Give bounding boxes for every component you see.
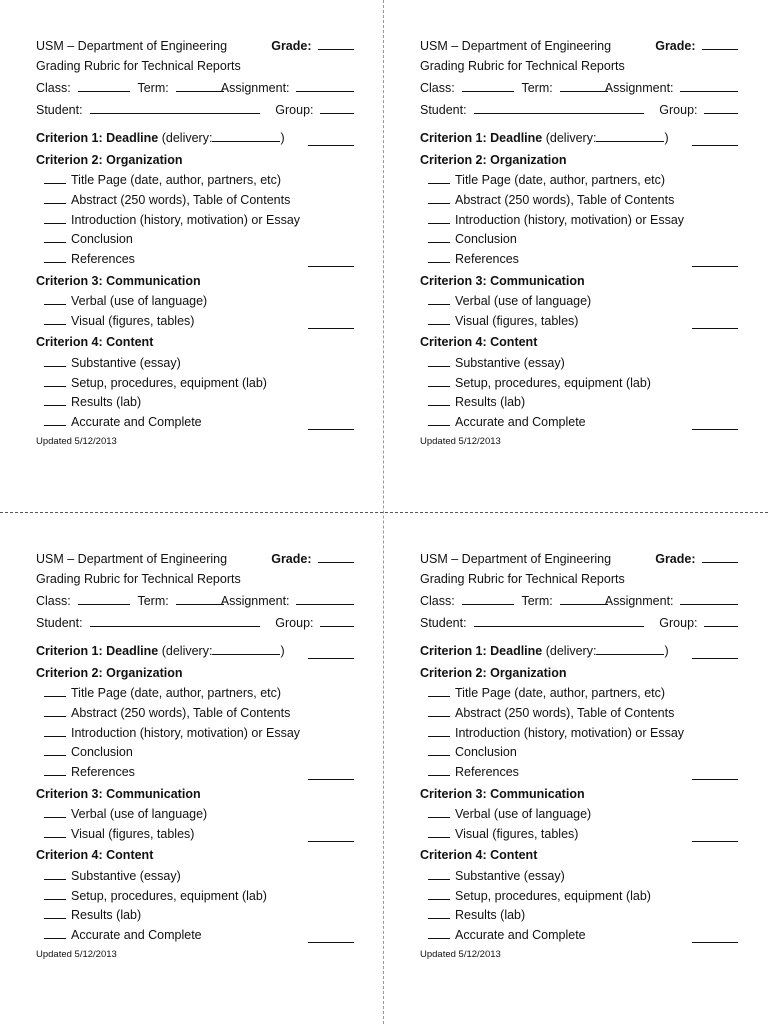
checklist-item	[420, 374, 738, 392]
checklist-item-label: Title Page (date, author, partners, etc)	[455, 686, 666, 700]
student-label: Student:	[36, 616, 83, 630]
checklist-item-label: Conclusion	[455, 232, 517, 246]
criterion-1-heading: Criterion 1: Deadline	[36, 131, 159, 145]
checklist-item	[420, 171, 738, 189]
checklist-item-label: Visual (figures, tables)	[71, 314, 195, 328]
check-blank[interactable]	[428, 393, 450, 406]
checklist-item	[36, 413, 354, 431]
checklist-item	[420, 211, 738, 229]
checklist-item	[36, 704, 354, 722]
checklist-item-label: Accurate and Complete	[455, 928, 586, 942]
student-row	[36, 614, 354, 632]
check-blank[interactable]	[44, 374, 66, 387]
checklist-item	[36, 250, 354, 268]
assignment-blank[interactable]	[296, 592, 354, 605]
checklist-item	[36, 684, 354, 702]
check-blank[interactable]	[428, 724, 450, 737]
student-label: Student:	[420, 616, 467, 630]
checklist-item	[36, 393, 354, 411]
student-blank[interactable]	[474, 101, 644, 114]
checklist-item-label: Introduction (history, motivation) or Essay	[71, 726, 301, 740]
title-row	[36, 570, 354, 588]
criterion-4-score-blank[interactable]	[692, 417, 738, 430]
rubric-title: Grading Rubric for Technical Reports	[36, 59, 241, 73]
criterion-2-score-blank[interactable]	[692, 254, 738, 267]
criterion-2-score-blank[interactable]	[692, 767, 738, 780]
class-label: Class:	[420, 594, 455, 608]
checklist-item	[36, 906, 354, 924]
grade-blank[interactable]	[318, 37, 354, 50]
term-label: Term:	[137, 81, 169, 95]
checklist-item-label: Abstract (250 words), Table of Contents	[71, 706, 291, 720]
criterion-3-score-blank[interactable]	[308, 829, 354, 842]
check-blank[interactable]	[44, 906, 66, 919]
checklist-item-label: Results (lab)	[71, 395, 142, 409]
class-blank[interactable]	[78, 79, 130, 92]
criterion-1-row	[36, 129, 354, 147]
checklist-item-label: References	[455, 252, 519, 266]
checklist-item	[36, 926, 354, 944]
student-blank[interactable]	[90, 614, 260, 627]
checklist-item	[420, 292, 738, 310]
class-label: Class:	[36, 81, 71, 95]
check-blank[interactable]	[44, 354, 66, 367]
check-blank[interactable]	[428, 312, 450, 325]
checklist-item-label: Results (lab)	[71, 908, 142, 922]
group-label: Group:	[659, 616, 698, 630]
delivery-close: )	[664, 131, 669, 145]
grade-field	[271, 37, 354, 55]
student-blank[interactable]	[474, 614, 644, 627]
grade-blank[interactable]	[702, 37, 738, 50]
check-blank[interactable]	[428, 354, 450, 367]
criterion-3-score-blank[interactable]	[308, 316, 354, 329]
criterion-3-heading: Criterion 3: Communication	[36, 274, 201, 288]
checklist-item	[36, 230, 354, 248]
checklist-item	[420, 230, 738, 248]
checklist-item-label: Setup, procedures, equipment (lab)	[455, 376, 651, 390]
checklist-item-label: Verbal (use of language)	[455, 807, 592, 821]
checklist-item-label: Accurate and Complete	[71, 415, 202, 429]
criterion-1-row	[36, 642, 354, 660]
student-row	[420, 101, 738, 119]
checklist-item	[36, 724, 354, 742]
criterion-2-score-blank[interactable]	[308, 767, 354, 780]
group-blank[interactable]	[704, 614, 738, 627]
student-label: Student:	[420, 103, 467, 117]
checklist-item	[36, 191, 354, 209]
delivery-blank[interactable]	[212, 642, 280, 655]
horizontal-cut-line	[0, 512, 768, 513]
criterion-1-heading: Criterion 1: Deadline	[420, 644, 543, 658]
updated-date: Updated 5/12/2013	[420, 949, 501, 960]
check-blank[interactable]	[44, 393, 66, 406]
class-term-row	[36, 592, 354, 610]
checklist-item	[36, 312, 354, 330]
class-blank[interactable]	[462, 79, 514, 92]
checklist-item-label: Introduction (history, motivation) or Essay	[71, 213, 301, 227]
updated-date: Updated 5/12/2013	[36, 436, 117, 447]
checklist-item-label: Verbal (use of language)	[71, 294, 208, 308]
check-blank[interactable]	[428, 887, 450, 900]
checklist-item-label: Verbal (use of language)	[71, 807, 208, 821]
grade-blank[interactable]	[702, 550, 738, 563]
checklist-item-label: Introduction (history, motivation) or Essay	[455, 213, 685, 227]
grade-label: Grade:	[271, 552, 312, 566]
delivery-blank[interactable]	[596, 642, 664, 655]
criterion-1-score-blank[interactable]	[692, 646, 738, 659]
checklist-item-label: References	[455, 765, 519, 779]
check-blank[interactable]	[428, 292, 450, 305]
check-blank[interactable]	[428, 684, 450, 697]
student-row	[36, 101, 354, 119]
checklist-item	[420, 393, 738, 411]
group-blank[interactable]	[320, 614, 354, 627]
updated-date: Updated 5/12/2013	[36, 949, 117, 960]
check-blank[interactable]	[428, 250, 450, 263]
checklist-item	[36, 763, 354, 781]
group-label: Group:	[275, 103, 314, 117]
check-blank[interactable]	[44, 191, 66, 204]
rubric-title: Grading Rubric for Technical Reports	[420, 59, 625, 73]
checklist-item-label: Verbal (use of language)	[455, 294, 592, 308]
delivery-open: (delivery:	[161, 644, 213, 658]
criterion-2-heading: Criterion 2: Organization	[36, 666, 183, 680]
delivery-open: (delivery:	[161, 131, 213, 145]
checklist-item	[36, 171, 354, 189]
checklist-item	[420, 763, 738, 781]
check-blank[interactable]	[44, 684, 66, 697]
criterion-3-heading: Criterion 3: Communication	[420, 787, 585, 801]
checklist-item-label: Setup, procedures, equipment (lab)	[455, 889, 651, 903]
rubric-card	[36, 37, 354, 477]
checklist-item-label: Title Page (date, author, partners, etc)	[71, 686, 282, 700]
check-blank[interactable]	[44, 825, 66, 838]
grade-label: Grade:	[655, 552, 696, 566]
criterion-1-score-blank[interactable]	[308, 133, 354, 146]
delivery-close: )	[280, 644, 285, 658]
check-blank[interactable]	[44, 413, 66, 426]
rubric-card	[36, 550, 354, 990]
checklist-item-label: Visual (figures, tables)	[455, 314, 579, 328]
header-row	[36, 37, 354, 55]
criterion-2-heading: Criterion 2: Organization	[420, 666, 567, 680]
institution-name: USM – Department of Engineering	[36, 39, 228, 53]
check-blank[interactable]	[428, 230, 450, 243]
criterion-1-heading: Criterion 1: Deadline	[36, 644, 159, 658]
checklist-item-label: Setup, procedures, equipment (lab)	[71, 376, 267, 390]
check-blank[interactable]	[428, 906, 450, 919]
checklist-item-label: Abstract (250 words), Table of Contents	[71, 193, 291, 207]
rubric-card	[420, 550, 738, 990]
criterion-1-score-blank[interactable]	[308, 646, 354, 659]
check-blank[interactable]	[428, 805, 450, 818]
check-blank[interactable]	[44, 704, 66, 717]
checklist-item	[420, 906, 738, 924]
title-row	[420, 57, 738, 75]
check-blank[interactable]	[44, 312, 66, 325]
criterion-1-score-blank[interactable]	[692, 133, 738, 146]
group-blank[interactable]	[704, 101, 738, 114]
checklist-item	[420, 684, 738, 702]
assignment-blank[interactable]	[296, 79, 354, 92]
checklist-item	[36, 374, 354, 392]
header-row	[420, 550, 738, 568]
criterion-1-row	[420, 642, 738, 660]
class-term-row	[36, 79, 354, 97]
grade-field	[655, 37, 738, 55]
criterion-2-heading: Criterion 2: Organization	[36, 153, 183, 167]
assignment-field	[605, 592, 738, 610]
checklist-item	[36, 887, 354, 905]
term-blank[interactable]	[560, 79, 608, 92]
check-blank[interactable]	[44, 887, 66, 900]
checklist-item	[36, 867, 354, 885]
check-blank[interactable]	[44, 250, 66, 263]
criterion-3-score-blank[interactable]	[692, 829, 738, 842]
check-blank[interactable]	[428, 867, 450, 880]
class-blank[interactable]	[78, 592, 130, 605]
institution-name: USM – Department of Engineering	[420, 552, 612, 566]
checklist-item-label: References	[71, 252, 135, 266]
title-row	[420, 570, 738, 588]
term-label: Term:	[521, 594, 553, 608]
group-blank[interactable]	[320, 101, 354, 114]
criterion-1-row	[420, 129, 738, 147]
assignment-field	[221, 79, 354, 97]
class-term-row	[420, 79, 738, 97]
class-term-row	[420, 592, 738, 610]
check-blank[interactable]	[44, 926, 66, 939]
checklist-item-label: Visual (figures, tables)	[455, 827, 579, 841]
criterion-3-heading: Criterion 3: Communication	[36, 787, 201, 801]
rubric-title: Grading Rubric for Technical Reports	[420, 572, 625, 586]
grade-blank[interactable]	[318, 550, 354, 563]
group-field	[275, 614, 354, 632]
checklist-item-label: Results (lab)	[455, 395, 526, 409]
assignment-field	[221, 592, 354, 610]
delivery-close: )	[664, 644, 669, 658]
checklist-item-label: Substantive (essay)	[455, 356, 565, 370]
header-row	[420, 37, 738, 55]
check-blank[interactable]	[44, 763, 66, 776]
group-field	[659, 614, 738, 632]
assignment-label: Assignment:	[604, 81, 674, 95]
term-blank[interactable]	[176, 592, 224, 605]
criterion-4-score-blank[interactable]	[692, 930, 738, 943]
class-label: Class:	[36, 594, 71, 608]
check-blank[interactable]	[428, 926, 450, 939]
check-blank[interactable]	[44, 171, 66, 184]
checklist-item	[420, 354, 738, 372]
term-label: Term:	[137, 594, 169, 608]
checklist-item-label: Substantive (essay)	[71, 869, 181, 883]
checklist-item-label: Results (lab)	[455, 908, 526, 922]
checklist-item-label: Conclusion	[455, 745, 517, 759]
check-blank[interactable]	[428, 743, 450, 756]
updated-date: Updated 5/12/2013	[420, 436, 501, 447]
check-blank[interactable]	[44, 724, 66, 737]
checklist-item-label: References	[71, 765, 135, 779]
checklist-item	[420, 805, 738, 823]
class-blank[interactable]	[462, 592, 514, 605]
criterion-2-score-blank[interactable]	[308, 254, 354, 267]
check-blank[interactable]	[428, 191, 450, 204]
criterion-4-heading: Criterion 4: Content	[36, 848, 154, 862]
check-blank[interactable]	[44, 743, 66, 756]
check-blank[interactable]	[428, 374, 450, 387]
check-blank[interactable]	[44, 292, 66, 305]
check-blank[interactable]	[428, 704, 450, 717]
checklist-item-label: Visual (figures, tables)	[71, 827, 195, 841]
delivery-blank[interactable]	[212, 129, 280, 142]
checklist-item	[420, 825, 738, 843]
checklist-item	[36, 354, 354, 372]
criterion-4-score-blank[interactable]	[308, 417, 354, 430]
check-blank[interactable]	[428, 211, 450, 224]
check-blank[interactable]	[428, 825, 450, 838]
term-blank[interactable]	[560, 592, 608, 605]
checklist-item	[420, 413, 738, 431]
checklist-item	[420, 926, 738, 944]
checklist-item	[36, 292, 354, 310]
checklist-item-label: Abstract (250 words), Table of Contents	[455, 706, 675, 720]
checklist-item	[36, 805, 354, 823]
institution-name: USM – Department of Engineering	[420, 39, 612, 53]
check-blank[interactable]	[428, 171, 450, 184]
criterion-4-score-blank[interactable]	[308, 930, 354, 943]
checklist-item-label: Title Page (date, author, partners, etc)	[455, 173, 666, 187]
criterion-1-heading: Criterion 1: Deadline	[420, 131, 543, 145]
rubric-card	[420, 37, 738, 477]
student-blank[interactable]	[90, 101, 260, 114]
assignment-label: Assignment:	[604, 594, 674, 608]
group-label: Group:	[275, 616, 314, 630]
group-field	[275, 101, 354, 119]
checklist-item-label: Title Page (date, author, partners, etc)	[71, 173, 282, 187]
checklist-item	[420, 724, 738, 742]
assignment-label: Assignment:	[220, 594, 290, 608]
checklist-item-label: Introduction (history, motivation) or Essay	[455, 726, 685, 740]
checklist-item	[420, 887, 738, 905]
checklist-item	[36, 825, 354, 843]
rubric-title: Grading Rubric for Technical Reports	[36, 572, 241, 586]
delivery-blank[interactable]	[596, 129, 664, 142]
checklist-item-label: Abstract (250 words), Table of Contents	[455, 193, 675, 207]
criterion-3-heading: Criterion 3: Communication	[420, 274, 585, 288]
checklist-item	[36, 211, 354, 229]
header-row	[36, 550, 354, 568]
checklist-item	[420, 704, 738, 722]
check-blank[interactable]	[44, 867, 66, 880]
term-blank[interactable]	[176, 79, 224, 92]
check-blank[interactable]	[44, 805, 66, 818]
check-blank[interactable]	[428, 763, 450, 776]
assignment-blank[interactable]	[680, 592, 738, 605]
group-label: Group:	[659, 103, 698, 117]
student-row	[420, 614, 738, 632]
term-label: Term:	[521, 81, 553, 95]
criterion-4-heading: Criterion 4: Content	[420, 335, 538, 349]
checklist-item-label: Conclusion	[71, 745, 133, 759]
checklist-item-label: Setup, procedures, equipment (lab)	[71, 889, 267, 903]
class-label: Class:	[420, 81, 455, 95]
assignment-label: Assignment:	[220, 81, 290, 95]
checklist-item-label: Conclusion	[71, 232, 133, 246]
institution-name: USM – Department of Engineering	[36, 552, 228, 566]
checklist-item-label: Substantive (essay)	[455, 869, 565, 883]
check-blank[interactable]	[44, 230, 66, 243]
criterion-2-heading: Criterion 2: Organization	[420, 153, 567, 167]
group-field	[659, 101, 738, 119]
student-label: Student:	[36, 103, 83, 117]
checklist-item-label: Accurate and Complete	[71, 928, 202, 942]
grade-field	[655, 550, 738, 568]
criterion-4-heading: Criterion 4: Content	[420, 848, 538, 862]
checklist-item	[420, 250, 738, 268]
check-blank[interactable]	[428, 413, 450, 426]
check-blank[interactable]	[44, 211, 66, 224]
criterion-3-score-blank[interactable]	[692, 316, 738, 329]
checklist-item	[420, 191, 738, 209]
checklist-item	[420, 867, 738, 885]
grade-label: Grade:	[271, 39, 312, 53]
assignment-field	[605, 79, 738, 97]
delivery-open: (delivery:	[545, 131, 597, 145]
criterion-4-heading: Criterion 4: Content	[36, 335, 154, 349]
checklist-item	[36, 743, 354, 761]
checklist-item-label: Accurate and Complete	[455, 415, 586, 429]
grade-label: Grade:	[655, 39, 696, 53]
assignment-blank[interactable]	[680, 79, 738, 92]
checklist-item	[420, 312, 738, 330]
checklist-item	[420, 743, 738, 761]
title-row	[36, 57, 354, 75]
checklist-item-label: Substantive (essay)	[71, 356, 181, 370]
delivery-close: )	[280, 131, 285, 145]
grade-field	[271, 550, 354, 568]
delivery-open: (delivery:	[545, 644, 597, 658]
